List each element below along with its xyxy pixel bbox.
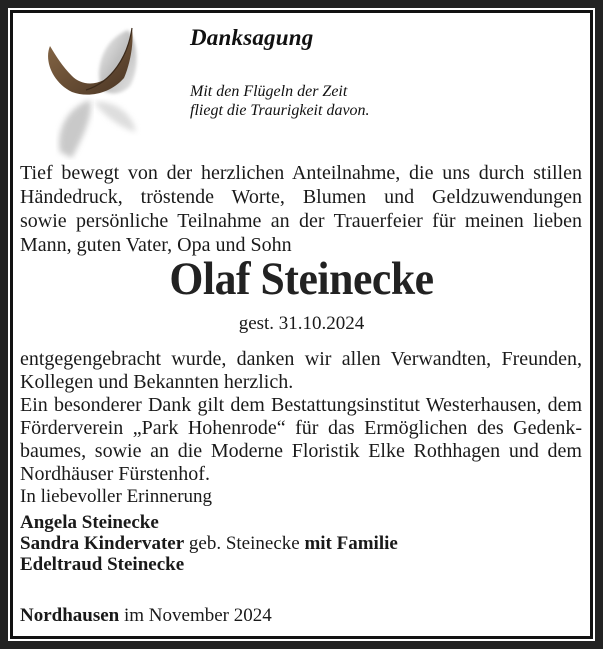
- closing-line: In liebevoller Erinnerung: [20, 486, 213, 507]
- quote-line: fliegt die Traurigkeit davon.: [190, 102, 370, 119]
- heading: Danksagung: [190, 25, 314, 50]
- thanks-paragraph: [20, 348, 582, 486]
- quote-line: Mit den Flügeln der Zeit: [190, 83, 348, 100]
- intro-paragraph: [20, 161, 582, 257]
- text-line: baumes, sowie an die Moderne Floristik Elke Rothhagen und dem: [20, 440, 582, 462]
- text-line: Kollegen und Bekannten herzlich.: [20, 371, 294, 393]
- text-line: Nordhäuser Fürstenhof.: [20, 463, 210, 485]
- text-line: Mann, guten Vater, Opa und Sohn: [20, 234, 292, 256]
- signer: [20, 533, 398, 554]
- quote: [190, 82, 370, 120]
- signer: [20, 512, 398, 533]
- text-line: Ein besonderer Dank gilt dem Bestattungsinstitut Westerhausen, dem: [20, 394, 582, 416]
- deceased-name: Olaf Steinecke: [169, 253, 434, 305]
- signer-note: geb. Steinecke: [188, 533, 300, 554]
- place: Nordhausen: [20, 605, 120, 626]
- death-date: gest. 31.10.2024: [238, 313, 365, 334]
- text-line: Förderverein „Park Hohenrode“ für das Ermöglichen des Gedenk-: [20, 417, 582, 439]
- text-line: sowie persönliche Teilnahme an der Trauerfeier für meinen lieben: [20, 210, 582, 232]
- feather-icon: [32, 20, 162, 160]
- signer-name: Angela Steinecke: [20, 512, 159, 533]
- signer-suffix: mit Familie: [304, 533, 398, 554]
- date-text: im November 2024: [124, 605, 272, 626]
- signer-name: Sandra Kindervater: [20, 533, 185, 554]
- text-line: Händedruck, tröstende Worte, Blumen und Geldzuwendungen: [20, 186, 582, 208]
- signers-list: [20, 512, 398, 575]
- signer-name: Edeltraud Steinecke: [20, 554, 185, 575]
- signer: [20, 554, 398, 575]
- text-line: Tief bewegt von der herzlichen Anteilnahme, die uns durch stillen: [20, 162, 582, 184]
- text-line: entgegengebracht wurde, danken wir allen Verwandten, Freunden,: [20, 348, 582, 370]
- place-date: [20, 605, 272, 627]
